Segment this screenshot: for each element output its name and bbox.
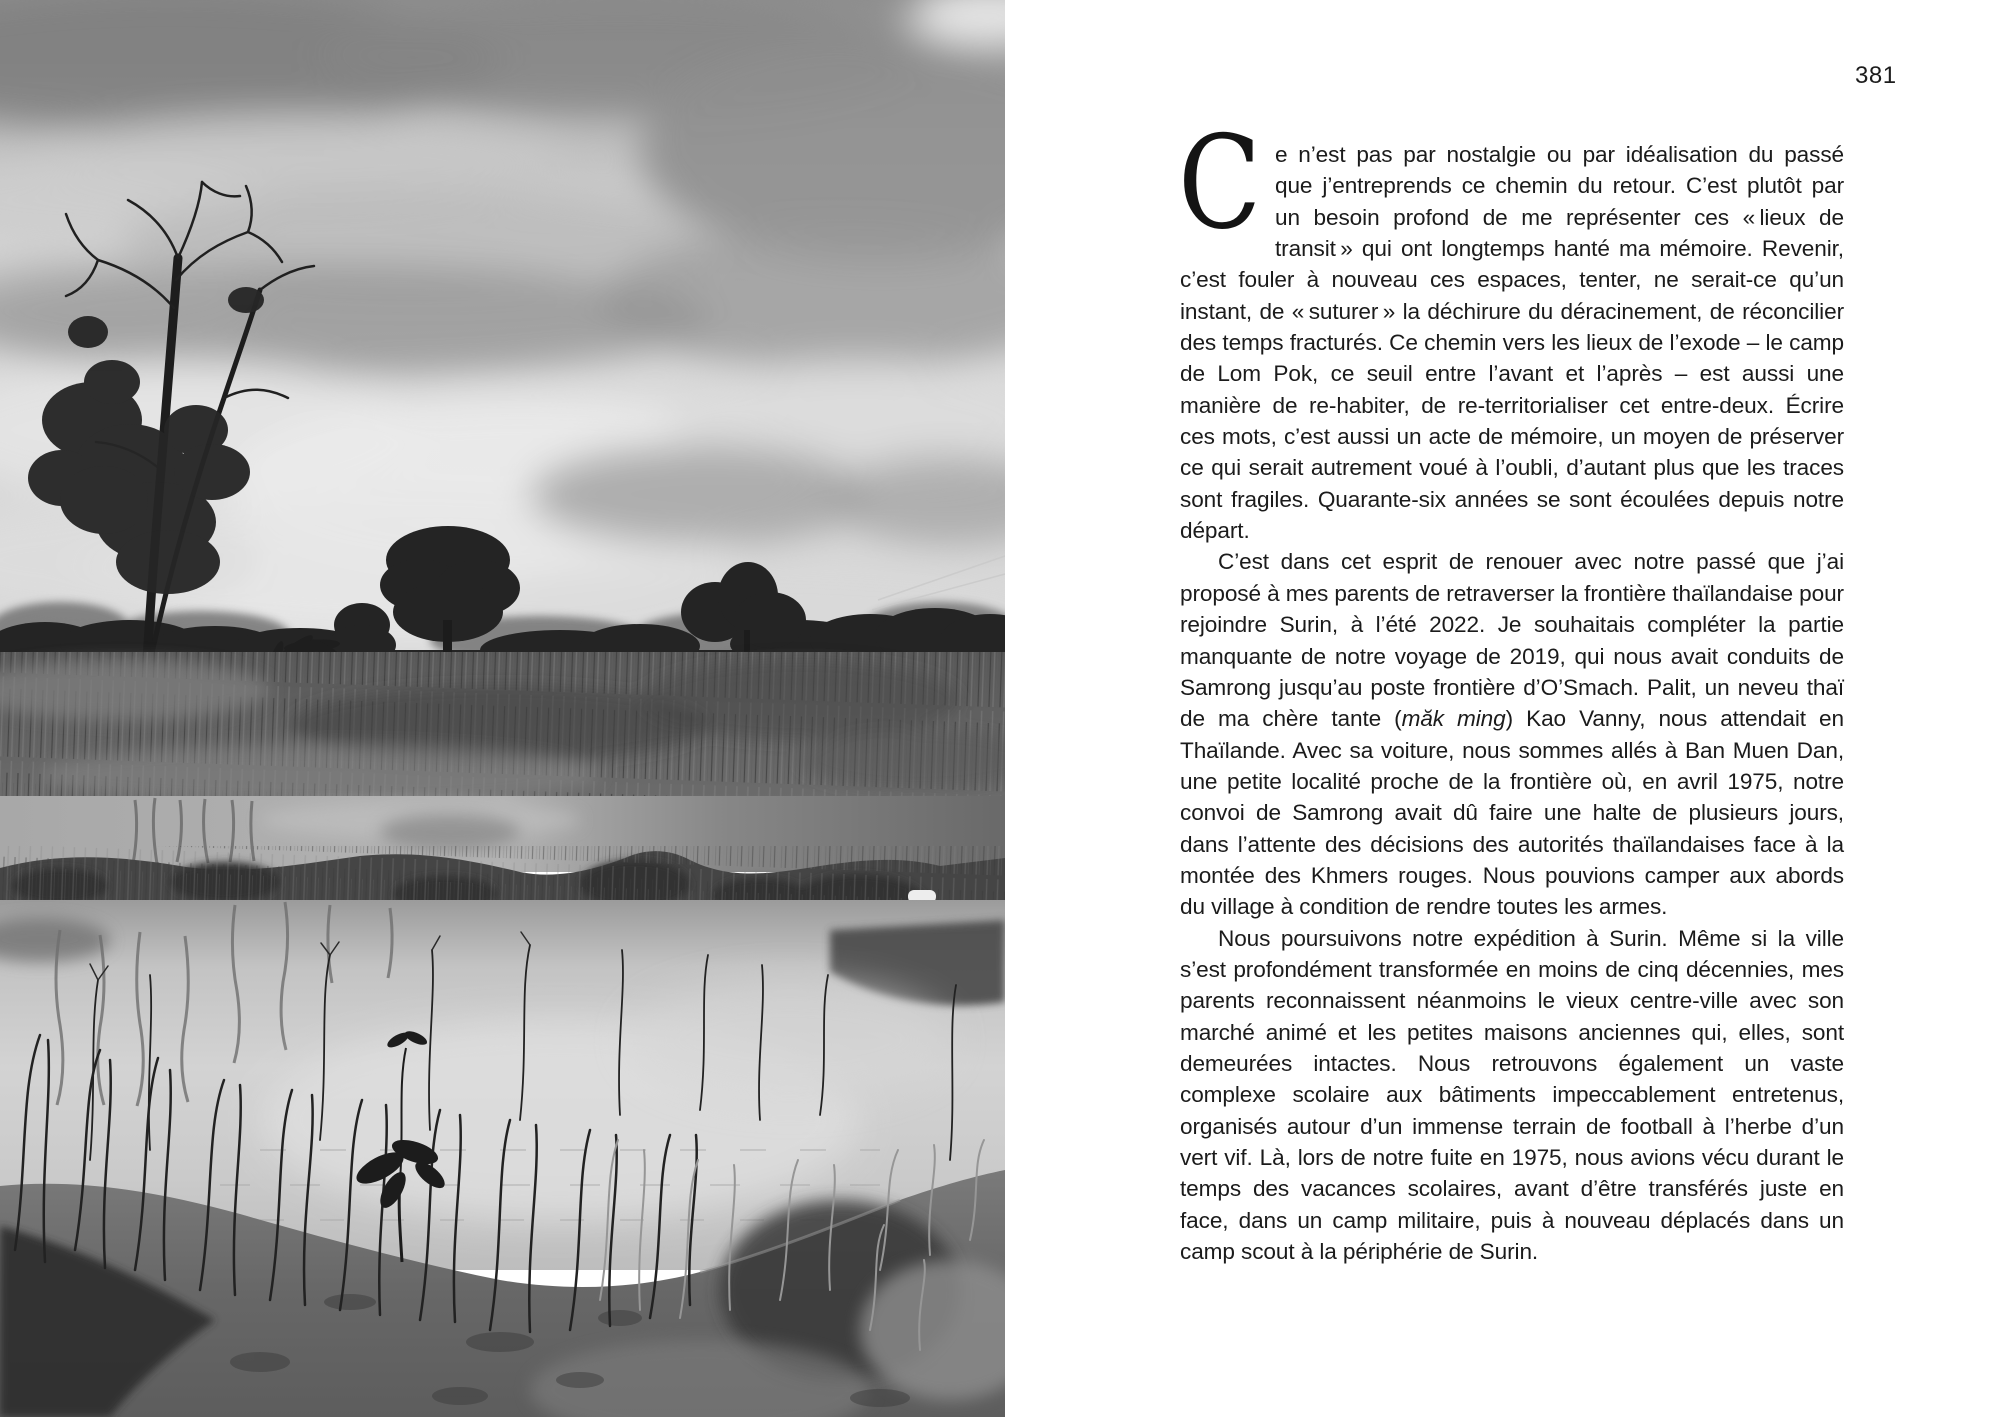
- body-text: [1178, 109, 1844, 1267]
- drop-cap: [1178, 109, 1262, 258]
- paragraph-1-text: e n’est pas par nostalgie ou par idéalisation du passé que j’entreprends ce chemin du retour. C’est plutôt par un besoin profond de me représenter ces « lieux de transit » qui ont longtemps hanté ma mémoire. Revenir, c’est fouler à nouveau ces espaces, tenter, ne serait-ce qu’un instant, de « suturer » la déchirure du déracinement, de réconcilier des temps fracturés. Ce chemin vers les lieux de l’exode – le camp de Lom Pok, ce seuil entre l’avant et l’après – est aussi une manière de re-habiter, de re-territorialiser cet entre-deux. Écrire ces mots, c’est aussi un acte de mémoire, un moyen de préserver ce qui serait autrement voué à l’oubli, d’autant plus que les traces sont fragiles. Quarante-six années se sont écoulées depuis notre départ.: [1180, 142, 1844, 544]
- drop-cap-glyph: C: [1178, 109, 1262, 258]
- paragraph-3: Nous poursuivons notre expédition à Surin. Même si la ville s’est profondément transformée en moins de cinq décennies, mes parents reconnaissent néanmoins le vieux centre-ville avec son marché animé et les petites maisons anciennes qui, elles, sont demeurées intactes. Nous retrouvons également un vaste complexe scolaire aux bâtiments impeccablement entretenus, organisés autour d’un immense terrain de football à l’herbe d’un vert vif. Là, lors de notre fuite en 1975, nous avions vécu durant le temps des vacances scolaires, avant d’être transférés juste en face, dans un camp militaire, puis à nouveau déplacés dans un camp scout à la périphérie de Surin.: [1180, 925, 1844, 1265]
- khmer-term-italic: măk ming: [1401, 706, 1506, 732]
- paragraph-1: [1178, 109, 1844, 546]
- paragraph-2-text-after: ) Kao Vanny, nous attendait en Thaïlande. Avec sa voiture, nous sommes allés à Ban Muen Dan, une petite localité proche de la frontière où, en avril 1975, notre convoi de Samrong avait dû faire une halte de plusieurs jours, dans l’attente des décisions des autorités thaïlandaises face à la montée des Khmers rouges. Nous pouvions camper aux abords du village à condition de rendre toutes les armes.: [1180, 706, 1844, 920]
- paragraph-2: [1180, 546, 1844, 922]
- paragraph-2-text-before: C’est dans cet esprit de renouer avec notre passé que j’ai proposé à mes parents de retraverser la frontière thaïlandaise pour rejoindre Surin, à l’été 2022. Je souhaitais compléter la partie manquante de notre voyage de 2019, qui nous avait conduits de Samrong jusqu’au poste frontière d’O’Smach. Palit, un neveu thaï de ma chère tante (: [1180, 549, 1844, 732]
- page-number: 381: [1855, 62, 1897, 89]
